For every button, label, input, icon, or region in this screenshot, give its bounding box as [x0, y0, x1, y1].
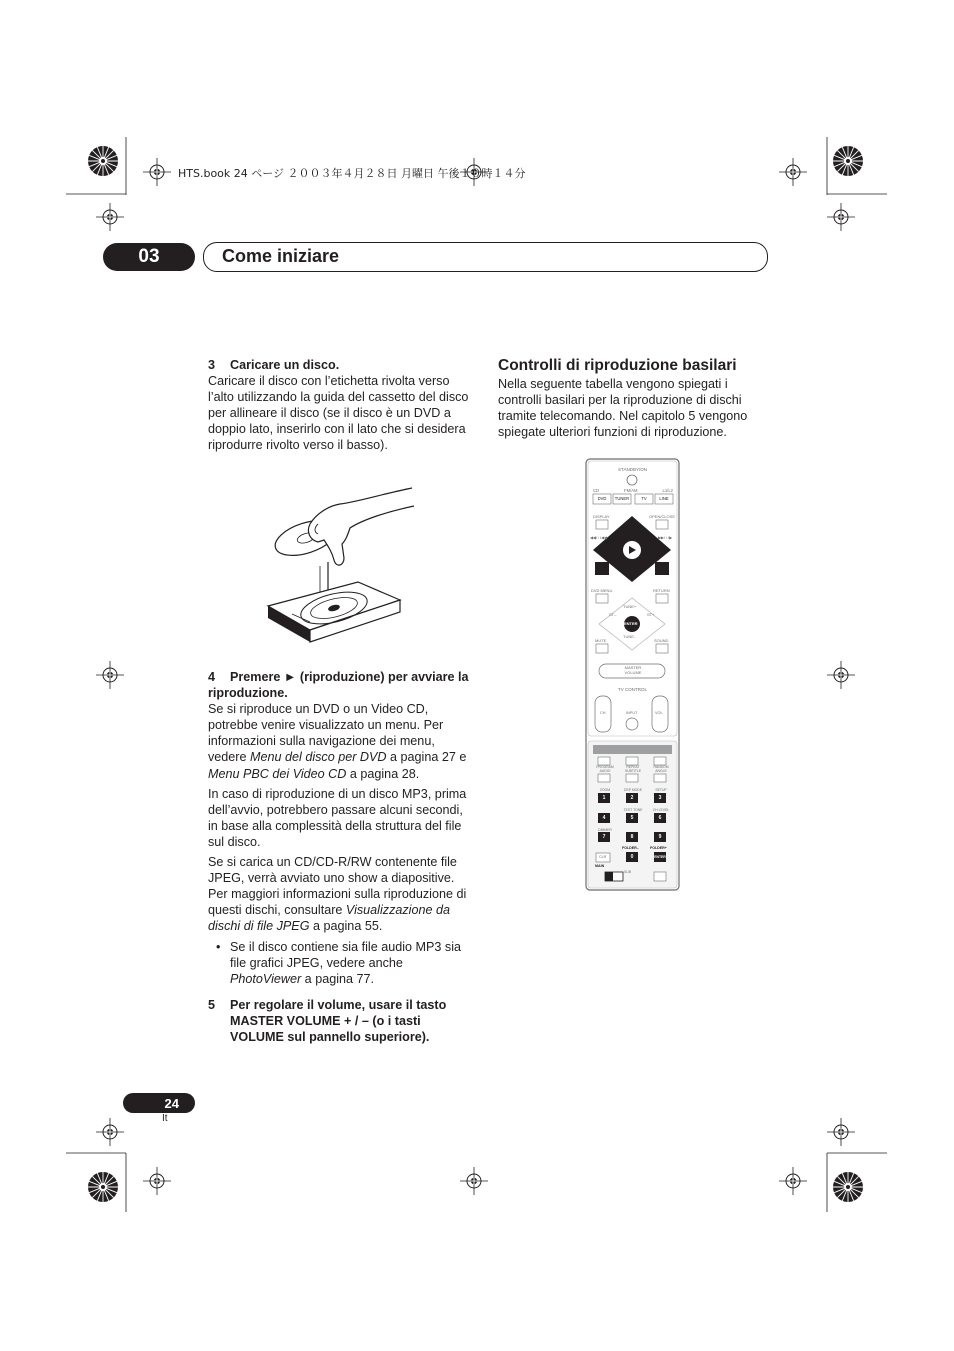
remote-key-7[interactable]: 7: [602, 834, 606, 840]
step-4-bullet: • Se il disco contiene sia file audio MP3 sia file grafici JPEG, vedere anche PhotoViewer a pagina 77.: [216, 939, 462, 986]
remote-key-9[interactable]: 9: [658, 834, 662, 840]
remote-tv-vol-label: VOL: [655, 711, 663, 715]
step-3-body: Caricare il disco con l’etichetta rivolta verso l’alto utilizzando la guida del cassetto del disco per allineare il disco (se il disco è un DVD a doppio lato, inserirlo con il lato che si desidera riprodurre rivolto verso il basso).: [208, 374, 469, 453]
remote-key-3[interactable]: 3: [658, 795, 662, 801]
remote-st-plus-label: ST+: [647, 612, 655, 617]
section-heading: Controlli di riproduzione basilari: [498, 357, 737, 374]
remote-folder-plus-label: FOLDER+: [650, 846, 667, 850]
remote-main-label: MAIN: [595, 864, 605, 868]
remote-key-4[interactable]: 4: [602, 815, 606, 821]
remote-control-illustration: STANDBY/ON CD FM/AM L1/L2 DVD TUNER TV LINE DISPLAY OPEN/CLOSE ◀◀I / I◀◀ ▶▶I / I▶ DVD MENU RETURN TUNE+ ST– ST+ ENTER TUNE- MUTE SOUND MASTER VOLUME TV CONTROL CH INPUT VOL PROGRAM AUDIO REPEAT SUBTITLE RANDOM ANGLE ZOOM DSP MODE SETUP TEST TONE CH LEVEL DIMMER 1 2 3 4 5 6 7 8 9 0 ENTER FOLDER– FOLDER+ CLR MAIN SUB: [585, 458, 680, 891]
remote-enter-label[interactable]: ENTER: [624, 621, 638, 626]
remote-display-label: DISPLAY: [593, 514, 610, 519]
link-photoviewer: PhotoViewer: [230, 971, 302, 986]
remote-clr-label[interactable]: CLR: [599, 855, 607, 859]
language-code: It: [162, 1113, 168, 1124]
step-4-paragraph-1: Se si riproduce un DVD o un Video CD, potrebbe venire visualizzato un menu. Per informazioni sulla navigazione dei menu, vedere Menu del disco per DVD a pagina 27 e Menu PBC dei Video CD a pagina 28.: [208, 702, 467, 781]
remote-key-0[interactable]: 0: [630, 854, 634, 860]
remote-line-button[interactable]: LINE: [659, 496, 669, 501]
remote-dvd-menu-label: DVD MENU: [591, 588, 613, 593]
remote-master-volume-label: MASTER VOLUME: [624, 665, 642, 675]
link-menu-dvd: Menu del disco per DVD: [250, 750, 387, 765]
step-4-paragraph-2: In caso di riproduzione di un disco MP3, prima dell’avvio, potrebbero passare alcuni secondi, in base alla complessità della struttura del file sul disco.: [208, 786, 467, 849]
step-4-paragraph-3: Se si carica un CD/CD-R/RW contenente file JPEG, verrà avviato uno show a diapositive. Per maggiori informazioni sulla riproduzione di questi dischi, consultare Visualizzazione da dischi di file JPEG a pagina 55.: [208, 855, 467, 934]
remote-tv-ch-label: CH: [600, 711, 606, 715]
link-jpeg: Visualizzazione da dischi di file JPEG: [208, 903, 450, 934]
remote-tune-plus-label: TUNE+: [623, 604, 637, 609]
remote-open-close-label: OPEN/CLOSE: [649, 514, 676, 519]
file-header: HTS.book 24 ページ ２００３年４月２８日 月曜日 午後１０時１４分: [178, 167, 526, 180]
remote-label-l1l2: L1/L2: [662, 488, 673, 493]
remote-key-enter[interactable]: ENTER: [654, 855, 666, 859]
remote-label-cd: CD: [593, 488, 600, 493]
remote-mute-label: MUTE: [595, 638, 607, 643]
remote-key-1[interactable]: 1: [602, 795, 606, 801]
remote-key-2[interactable]: 2: [630, 795, 634, 801]
remote-tuner-button[interactable]: TUNER: [614, 496, 630, 501]
remote-key-5[interactable]: 5: [630, 815, 634, 821]
remote-return-label: RETURN: [653, 588, 670, 593]
chapter-title: Come iniziare: [222, 246, 340, 266]
remote-label-fmam: FM/AM: [624, 488, 638, 493]
step-4-heading: 4 Premere ► (riproduzione) per avviare la riproduzione.: [208, 670, 469, 701]
disc-loading-illustration: [262, 480, 422, 650]
remote-st-minus-label: ST–: [609, 612, 617, 617]
remote-folder-minus-label: FOLDER–: [622, 846, 639, 850]
remote-digit-keys: [585, 458, 680, 891]
remote-key-6[interactable]: 6: [658, 815, 662, 821]
remote-tune-minus-label: TUNE-: [623, 634, 636, 639]
left-column: [208, 357, 476, 458]
remote-skip-back-label: ◀◀I / I◀◀: [590, 536, 607, 540]
remote-skip-fwd-label: ▶▶I / I▶: [658, 536, 673, 540]
link-menu-pbc: Menu PBC dei Video CD: [208, 766, 347, 781]
chapter-number-badge: 03: [103, 243, 195, 271]
step-3-heading: 3 Caricare un disco.: [208, 358, 340, 372]
remote-tv-input-label: INPUT: [626, 711, 638, 715]
remote-sound-label: SOUND: [654, 638, 669, 643]
left-column-lower: [208, 669, 476, 1045]
page-number-badge: 24: [123, 1093, 195, 1113]
remote-tv-control-label: TV CONTROL: [617, 687, 647, 692]
remote-tv-button[interactable]: TV: [641, 496, 647, 501]
remote-dvd-button[interactable]: DVD: [597, 496, 607, 501]
remote-standby-label: STANDBY/ON: [618, 467, 647, 472]
step-5-heading: 5 Per regolare il volume, usare il tasto MASTER VOLUME + / – (o i tasti VOLUME sul pannello superiore).: [208, 997, 447, 1044]
remote-sub-label: SUB: [624, 870, 631, 874]
remote-key-8[interactable]: 8: [630, 834, 634, 840]
chapter-title-frame: [203, 242, 768, 272]
section-intro: Nella seguente tabella vengono spiegati i controlli basilari per la riproduzione di dischi tramite telecomando. Nel capitolo 5 vengono spiegate ulteriori funzioni di riproduzione.: [498, 377, 748, 440]
